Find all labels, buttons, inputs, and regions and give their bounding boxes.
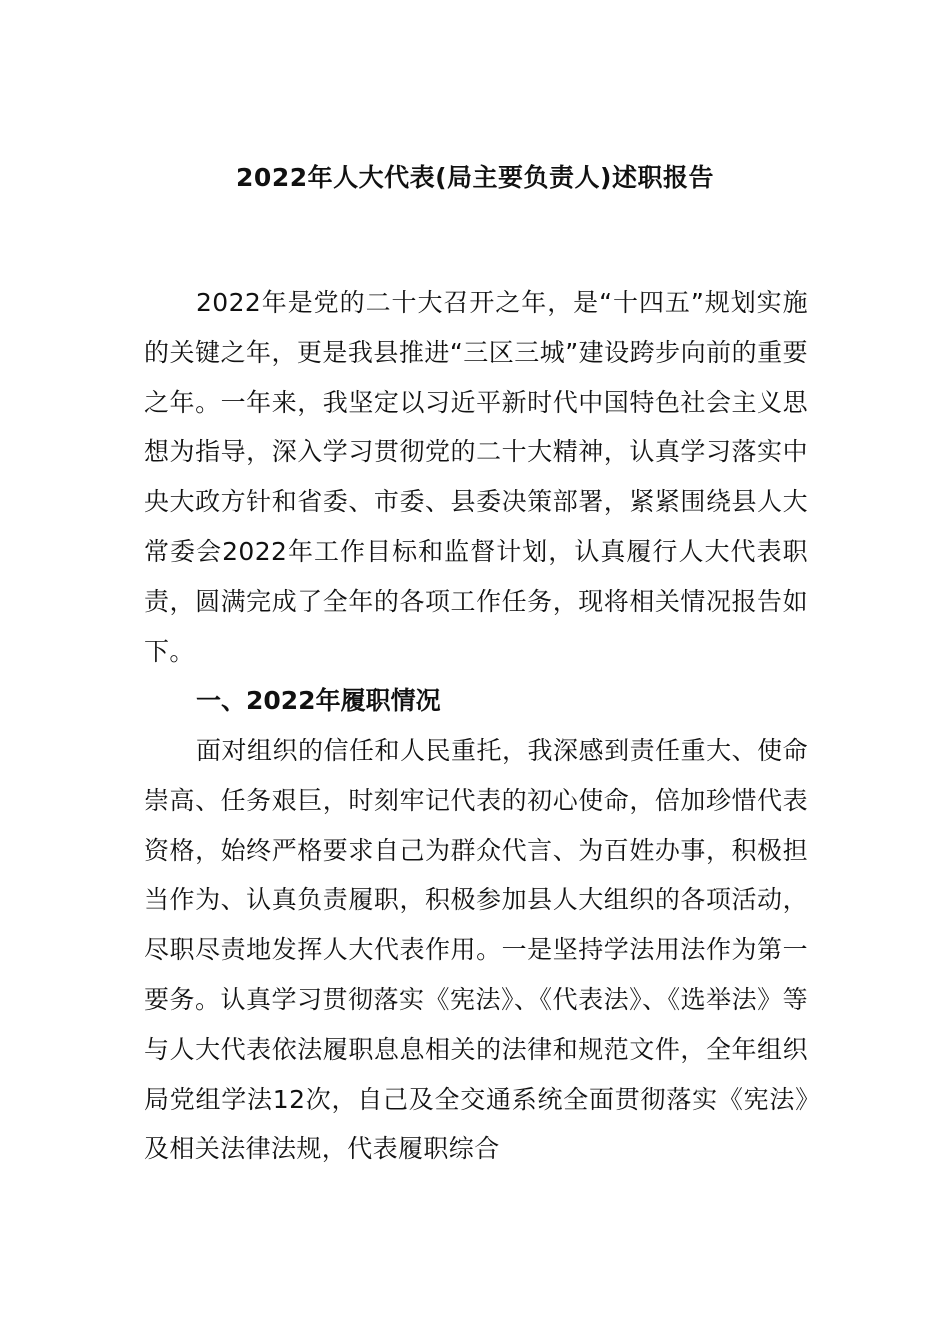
- section-heading: 一、2022年履职情况: [196, 686, 441, 715]
- intro-paragraph: 2022年是党的二十大召开之年，是“十四五”规划实施的关键之年，更是我县推进“三区三城”建设跨步向前的重要之年。一年来，我坚定以习近平新时代中国特色社会主义思想为指导，深入学习贯彻党的二十大精神，认真学习落实中央大政方针和省委、市委、县委决策部署，紧紧围绕县人大常委会2022年工作目标和监督计划，认真履行人大代表职责，圆满完成了全年的各项工作任务，现将相关情况报告如下。: [144, 288, 808, 666]
- document-title: 2022年人大代表(局主要负责人)述职报告: [236, 163, 714, 192]
- section-paragraph: 面对组织的信任和人民重托，我深感到责任重大、使命崇高、任务艰巨，时刻牢记代表的初心使命，倍加珍惜代表资格，始终严格要求自己为群众代言、为百姓办事，积极担当作为、认真负责履职，积极参加县人大组织的各项活动，尽职尽责地发挥人大代表作用。一是坚持学法用法作为第一要务。认真学习贯彻落实《宪法》、《代表法》、《选举法》等与人大代表依法履职息息相关的法律和规范文件，全年组织局党组学法12次，自己及全交通系统全面贯彻落实《宪法》及相关法律法规，代表履职综合: [144, 736, 808, 1164]
